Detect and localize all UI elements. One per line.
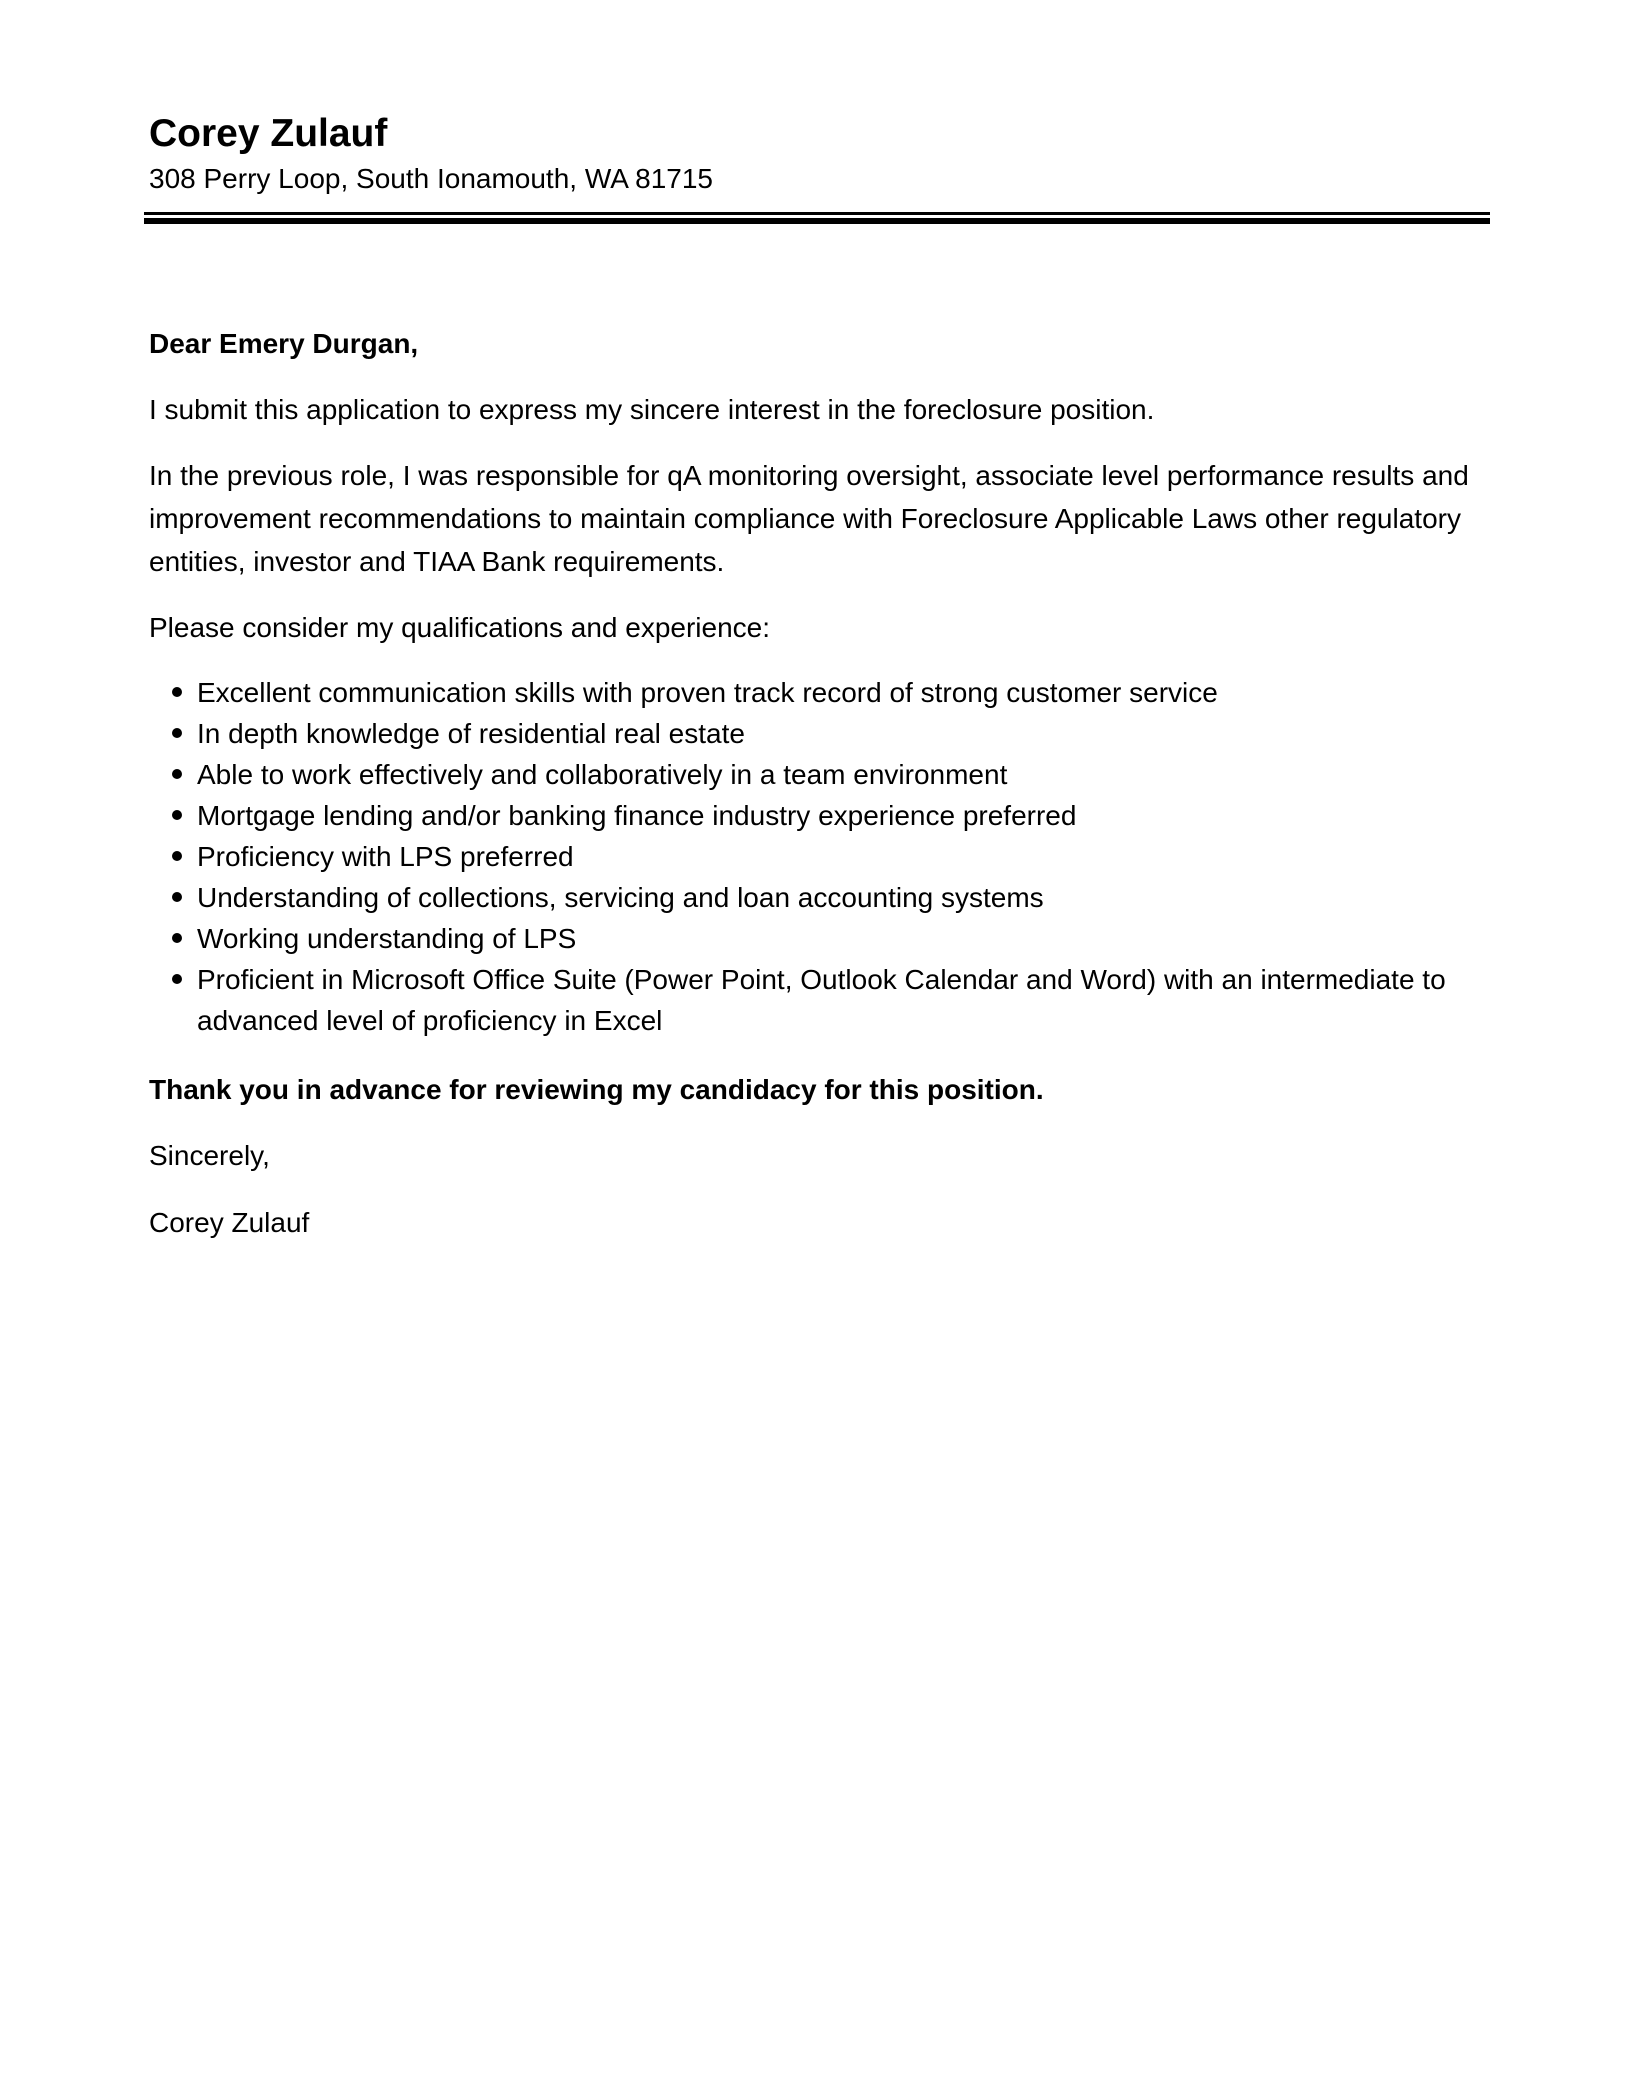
list-item-text: In depth knowledge of residential real estate — [197, 718, 745, 749]
letterhead — [149, 108, 1489, 198]
bullet-icon — [172, 851, 182, 861]
sender-address: 308 Perry Loop, South Ionamouth, WA 81715 — [149, 163, 714, 194]
bullet-icon — [172, 769, 182, 779]
bullet-icon — [172, 810, 182, 820]
signature-name: Corey Zulauf — [149, 1207, 310, 1238]
list-item-text: Able to work effectively and collaboratively in a team environment — [197, 759, 1008, 790]
list-item-text: Understanding of collections, servicing and loan accounting systems — [197, 882, 1044, 913]
qualifications-intro: Please consider my qualifications and experience: — [149, 612, 771, 643]
qualifications-list — [149, 672, 1494, 1041]
list-item-text: Working understanding of LPS — [197, 923, 577, 954]
list-item — [149, 754, 1494, 795]
list-item — [149, 959, 1494, 1041]
salutation: Dear Emery Durgan, — [149, 328, 419, 359]
bullet-icon — [172, 933, 182, 943]
list-item — [149, 672, 1494, 713]
list-item — [149, 713, 1494, 754]
bullet-icon — [172, 974, 182, 984]
closing-line: Thank you in advance for reviewing my candidacy for this position. — [149, 1074, 1044, 1105]
bullet-icon — [172, 728, 182, 738]
header-divider — [144, 212, 1490, 224]
list-item-text: Proficient in Microsoft Office Suite (Power Point, Outlook Calendar and Word) with an intermediate to advanced level of proficiency in Excel — [197, 964, 1446, 1036]
experience-paragraph: In the previous role, I was responsible for qA monitoring oversight, associate level performance results and improvement recommendations to maintain compliance with Foreclosure Applicable Laws other regulatory entities, investor and TIAA Bank requirements. — [149, 460, 1469, 577]
bullet-icon — [172, 687, 182, 697]
letter-body — [149, 322, 1494, 1268]
list-item — [149, 918, 1494, 959]
bullet-icon — [172, 892, 182, 902]
list-item-text: Proficiency with LPS preferred — [197, 841, 574, 872]
list-item — [149, 795, 1494, 836]
list-item — [149, 877, 1494, 918]
intro-paragraph: I submit this application to express my sincere interest in the foreclosure position. — [149, 394, 1155, 425]
valediction: Sincerely, — [149, 1140, 270, 1171]
sender-name: Corey Zulauf — [149, 112, 388, 155]
list-item-text: Excellent communication skills with proven track record of strong customer service — [197, 677, 1218, 708]
list-item-text: Mortgage lending and/or banking finance industry experience preferred — [197, 800, 1077, 831]
list-item — [149, 836, 1494, 877]
